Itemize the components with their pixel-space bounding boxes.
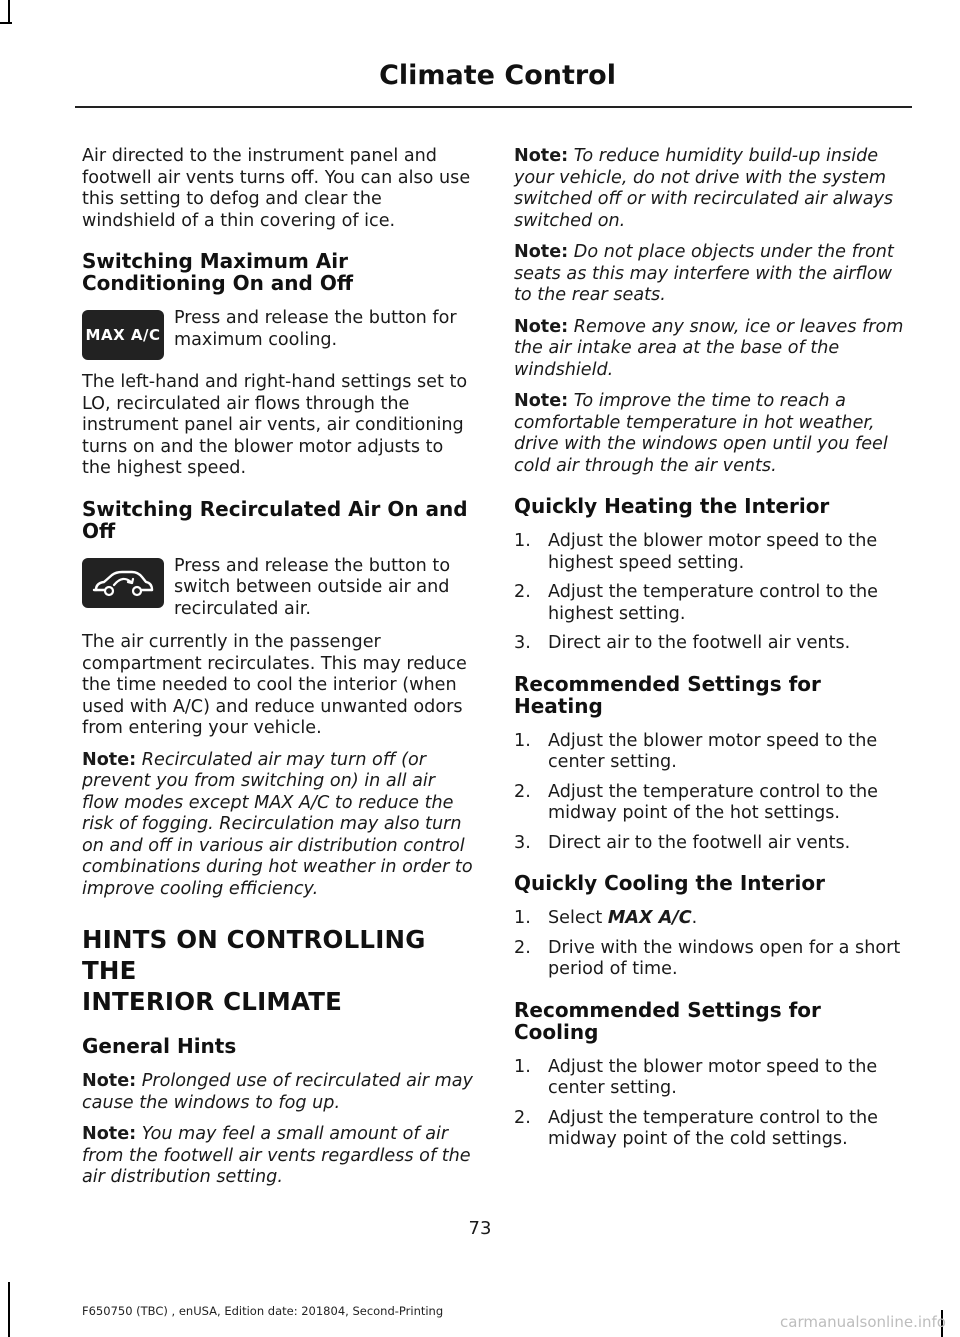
- note-text: You may feel a small amount of air from the footwell air vents regardless of the air distribution setting.: [82, 1124, 471, 1187]
- max-ac-icon-label: MAX A/C: [85, 326, 161, 344]
- step-number: 3.: [514, 633, 531, 653]
- note-text: To improve the time to reach a comfortable temperature in hot weather, drive with the windows open until you feel cold air through the air vents.: [514, 391, 888, 476]
- max-ac-button-icon: [82, 310, 164, 360]
- edition-info: F650750 (TBC) , enUSA, Edition date: 201804, Second-Printing: [82, 1304, 444, 1318]
- note-text: Recirculated air may turn off (or prevent you from switching on) in all air flow modes except MAX A/C to reduce the risk of fogging. Recirculation may also turn on and off in various air distribution control combinations during hot weather in order to improve cooling efficiency.: [82, 749, 473, 899]
- step-text: Adjust the temperature control to the midway point of the hot settings.: [548, 781, 878, 823]
- step-text: Adjust the temperature control to the midway point of the cold settings.: [548, 1107, 878, 1149]
- recirc-instruction: Press and release the button to switch between outside air and recirculated air.: [174, 555, 451, 619]
- step-number: 1.: [514, 908, 531, 928]
- step-number: 2.: [514, 1107, 531, 1128]
- quick-cool-steps: [514, 908, 909, 981]
- hints-heading-line1: HINTS ON CONTROLLING THE: [82, 925, 426, 985]
- intro-paragraph: Air directed to the instrument panel and footwell air vents turns off. You can also use this setting to defog and clear the windshield of a thin covering of ice.: [82, 146, 471, 231]
- list-item: [514, 908, 909, 930]
- note-text: Prolonged use of recirculated air may cause the windows to fog up.: [82, 1071, 473, 1113]
- note-text: To reduce humidity build-up inside your vehicle, do not drive with the system switched off or with recirculated air always switched on.: [514, 146, 894, 231]
- max-ac-description: The left-hand and right-hand settings set to LO, recirculated air flows through the instrument panel air vents, air conditioning turns on and the blower motor adjusts to the highest speed.: [82, 372, 468, 478]
- right-note-3: [514, 317, 909, 382]
- step-text: [548, 908, 909, 930]
- step-number: 1.: [514, 730, 531, 751]
- step-text: Adjust the blower motor speed to the center setting.: [548, 1056, 878, 1098]
- note-text: Remove any snow, ice or leaves from the air intake area at the base of the windshield.: [514, 316, 904, 380]
- recirc-heading: Switching Recirculated Air On and Off: [82, 496, 468, 543]
- max-ac-instruction: Press and release the button for maximum cooling.: [174, 308, 457, 350]
- max-ac-row: [82, 308, 477, 360]
- step-text: Adjust the blower motor speed to the center setting.: [548, 730, 878, 772]
- general-hints-heading: General Hints: [82, 1034, 237, 1058]
- rec-cool-steps: [514, 1057, 909, 1151]
- crop-mark: [8, 1282, 10, 1337]
- step-text: Adjust the blower motor speed to the highest speed setting.: [548, 531, 878, 573]
- step-prefix: Select: [548, 908, 603, 928]
- recirc-note: [82, 750, 477, 901]
- list-item: [514, 1108, 909, 1151]
- note-label: Note:: [514, 146, 569, 166]
- rec-heat-steps: [514, 731, 909, 855]
- list-item: [514, 938, 909, 981]
- rec-heat-heading: Recommended Settings for Heating: [514, 671, 821, 718]
- general-note-2: [82, 1124, 477, 1189]
- recirc-row: [82, 556, 477, 621]
- right-note-4: [514, 391, 909, 477]
- step-text: Adjust the temperature control to the highest setting.: [548, 582, 878, 624]
- rec-cool-heading: Recommended Settings for Cooling: [514, 997, 821, 1044]
- hints-heading-line2: INTERIOR CLIMATE: [82, 987, 343, 1016]
- hints-heading: [82, 924, 477, 1017]
- step-number: 1.: [514, 531, 531, 551]
- right-note-2: [514, 242, 909, 307]
- page-number: 73: [468, 1218, 492, 1239]
- list-item: [514, 833, 909, 855]
- step-text: Direct air to the footwell air vents.: [548, 832, 851, 853]
- recirculated-air-icon: [82, 558, 164, 608]
- recirc-description: The air currently in the passenger compartment recirculates. This may reduce the time needed to cool the interior (when used with A/C) and reduce unwanted odors from entering your vehicle.: [82, 632, 467, 738]
- header-rule: [75, 106, 912, 108]
- page-title: Climate Control: [379, 60, 616, 91]
- note-label: Note:: [514, 391, 569, 411]
- right-column: [514, 146, 909, 1161]
- list-item: [514, 582, 909, 625]
- note-label: Note:: [514, 316, 569, 337]
- right-note-1: [514, 146, 909, 232]
- list-item: [514, 1057, 909, 1100]
- list-item: [514, 633, 909, 655]
- note-label: Note:: [514, 242, 569, 262]
- note-label: Note:: [82, 1071, 137, 1091]
- step-number: 3.: [514, 832, 531, 853]
- step-number: 2.: [514, 937, 531, 958]
- list-item: [514, 531, 909, 574]
- max-ac-heading: Switching Maximum Air Conditioning On and Off: [82, 249, 354, 295]
- left-column: [82, 146, 477, 1199]
- quick-cool-heading: Quickly Cooling the Interior: [514, 871, 825, 895]
- list-item: [514, 782, 909, 825]
- step-number: 2.: [514, 781, 531, 802]
- step-number: 1.: [514, 1056, 531, 1077]
- max-ac-reference: MAX A/C: [607, 908, 692, 928]
- note-text: Do not place objects under the front seats as this may interfere with the airflow to the rear seats.: [514, 242, 894, 305]
- general-note-1: [82, 1071, 477, 1114]
- crop-mark: [8, 0, 10, 24]
- step-text: Direct air to the footwell air vents.: [548, 633, 851, 653]
- quick-heat-heading: Quickly Heating the Interior: [514, 494, 830, 518]
- note-label: Note:: [82, 749, 137, 770]
- step-suffix: .: [691, 908, 698, 928]
- step-number: 2.: [514, 582, 531, 602]
- list-item: [514, 731, 909, 774]
- note-label: Note:: [82, 1124, 137, 1144]
- crop-mark: [0, 22, 12, 24]
- quick-heat-steps: [514, 531, 909, 655]
- step-text: Drive with the windows open for a short period of time.: [548, 937, 901, 979]
- watermark: carmanualsonline.info: [780, 1313, 946, 1331]
